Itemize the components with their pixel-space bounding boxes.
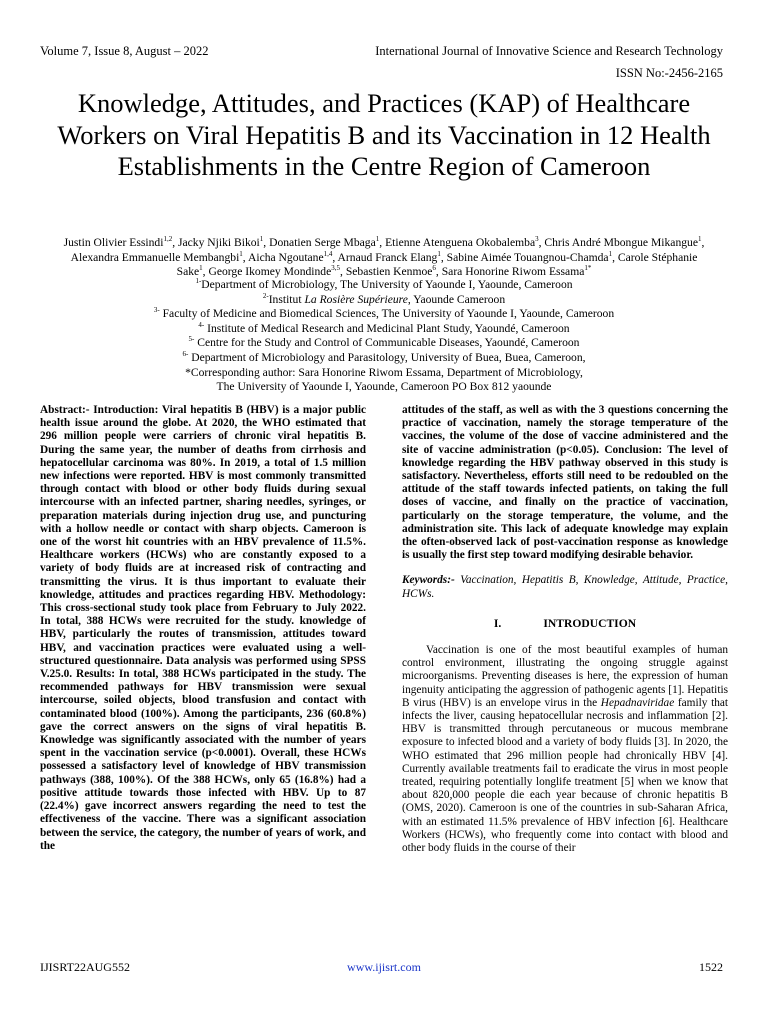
affiliation-line xyxy=(60,322,708,337)
author-separator: , xyxy=(440,250,447,264)
author-affiliation-mark: 1 xyxy=(375,235,380,244)
abstract-part-1: Abstract:- Introduction: Viral hepatitis B (HBV) is a major public health issue around the globe. At 2020, the WHO estimated that 296 million people were carriers of chronic viral hepatitis B. During the same year, the number of deaths from cirrhosis and hepatocellular carcinoma was 80%. In 2019, a total of 1.5 million new infections were reported. HBV is most commonly transmitted through contact with blood or other body fluids during sexual intercourse with an infected partner, sharing needles, syringes, or preparation materials during injection drug use, and puncturing with a hollow needle or contact with sharp objects. Cameroon is one of the worst hit countries with an HBV prevalence of 11.5%. Healthcare workers (HCWs) who are constantly exposed to a variety of body fluids are at increased risk of contracting and transmitting the virus. It is thus important to evaluate their knowledge, attitudes and practices regarding HBV. Methodology: This cross-sectional study took place from February to July 2022. In total, 388 HCWs were recruited for the study. knowledge of HBV, particularly the routes of transmission, attitudes toward HBV, and vaccination practices were evaluated using a well-structured questionnaire. Data analysis was performed using SPSS V.25.0. Results: In total, 388 HCWs participated in the study. The recommended pathways for HBV transmission were sexual intercourse, soiled objects, blood transfusion and contact with contaminated blood (100%). Among the participants, 236 (60.8%) gave the correct answers on the signs of viral hepatitis B. Knowledge was significantly associated with the number of years spent in the vaccination service (p<0.0001). Overall, these HCWs possessed a satisfactory level of knowledge of HBV transmission pathways (388, 100%). Of the 388 HCWs, only 65 (16.8%) had a positive attitude towards those infected with HBV. Up to 87 (22.4%) gave incorrect answers regarding the need to test the effectiveness of the vaccine. There was a significant association between the service, the category, the number of years of work, and the xyxy=(40,404,366,852)
author-name: Donatien Serge Mbaga xyxy=(269,236,376,249)
author-name: Carole Stéphanie Sake xyxy=(176,250,698,279)
author-separator: , xyxy=(332,250,338,264)
affiliation-mark: 5- xyxy=(188,335,195,344)
author-affiliation-mark: 3,5 xyxy=(331,264,341,273)
author-list xyxy=(60,236,708,280)
section-title: INTRODUCTION xyxy=(543,616,637,630)
author-affiliation-mark: 1 xyxy=(259,235,264,244)
affiliation-mark: 6- xyxy=(182,350,189,359)
author-name: Sara Honorine Riwom Essama xyxy=(441,265,585,279)
author-affiliation-mark: 1 xyxy=(437,249,441,258)
author-affiliation-mark: 1 xyxy=(199,264,203,273)
abstract-part-2: attitudes of the staff, as well as with the 3 questions concerning the practice of vaccination, namely the storage temperature of the vaccines, the volume of the dose of vaccine administered and the site of vaccine administration (p<0.05). Conclusion: The level of knowledge regarding the HBV pathway observed in this study is satisfactory. Nevertheless, efforts still need to be redoubled on the attitude of the staff towards infected patients, on taking the full doses of vaccine, and finally on the practice of vaccination, particularly on the storage temperature, the volume, and the administration site. This lack of adequate knowledge may explain the often-observed lack of post-vaccination response as knowledge is usually the first step toward modifying desirable behavior. xyxy=(402,404,728,562)
affiliation-text-post: , Yaounde Cameroon xyxy=(407,292,506,306)
website-link[interactable]: www.ijisrt.com xyxy=(347,960,421,974)
paper-title: Knowledge, Attitudes, and Practices (KAP) of Healthcare Workers on Viral Hepatitis B and its Vaccination in 12 Health Establishments in the Centre Region of Cameroon xyxy=(57,88,711,181)
affiliation-text: Department of Microbiology and Parasitology, University of Buea, Buea, Cameroon, xyxy=(188,350,586,364)
author-separator: , xyxy=(263,236,270,249)
author-separator: , xyxy=(435,265,442,279)
right-column xyxy=(402,404,728,855)
keywords-text: Vaccination, Hepatitis B, Knowledge, Attitude, Practice, HCWs. xyxy=(402,574,728,600)
author-name: Alexandra Emmanuelle Membangbi xyxy=(70,250,240,264)
introduction-paragraph xyxy=(402,644,728,855)
author-separator: , xyxy=(612,250,618,264)
author-name: Sabine Aimée Touangnou-Chamda xyxy=(446,250,609,264)
affiliation-mark: 3- xyxy=(153,306,160,315)
intro-text-a: Vaccination is one of the most beautiful examples of human control environment, illustrating the ongoing struggle against microorganisms. Preventing diseases is here, the expression of human ingenuity anticipating the aggression of pathogenic agents [1]. Hepatitis B virus (HBV) is an envelope virus in the xyxy=(402,644,728,709)
author-separator: , xyxy=(379,236,386,249)
author-separator: , xyxy=(538,236,545,249)
affiliation-text: Department of Microbiology, The University of Yaounde I, Yaounde, Cameroon xyxy=(201,278,573,291)
paper-id: IJISRT22AUG552 xyxy=(40,960,130,974)
volume-info: Volume 7, Issue 8, August – 2022 xyxy=(40,44,209,58)
affiliation-line xyxy=(60,307,708,322)
author-name: Etienne Atenguena Okobalemba xyxy=(385,236,536,249)
affiliation-text: Institut xyxy=(268,292,305,306)
author-name: Justin Olivier Essindi xyxy=(63,236,164,249)
affiliation-mark: 2- xyxy=(262,291,269,300)
author-separator: , xyxy=(242,250,248,264)
author-name: Aicha Ngoutane xyxy=(247,250,324,264)
affiliation-line xyxy=(60,351,708,366)
author-separator: , xyxy=(202,265,209,279)
author-affiliation-mark: 6 xyxy=(432,264,436,273)
author-affiliation-mark: 3 xyxy=(535,235,539,244)
affiliation-lines xyxy=(60,278,708,366)
author-affiliation-mark: 1 xyxy=(698,235,702,244)
corresponding-author-line-2: The University of Yaounde I, Yaounde, Cameroon PO Box 812 yaounde xyxy=(216,380,552,394)
affiliation-line xyxy=(60,278,708,293)
author-affiliation-mark: 1* xyxy=(584,264,592,273)
author-affiliation-mark: 1,2 xyxy=(163,235,173,244)
keywords xyxy=(402,574,728,600)
author-name: Jacky Njiki Bikoi xyxy=(177,236,260,249)
section-heading-introduction xyxy=(402,617,728,630)
page-number: 1522 xyxy=(699,960,723,974)
author-name: Sebastien Kenmoe xyxy=(345,265,433,279)
affiliation-text: Centre for the Study and Control of Communicable Diseases, Yaoundé, Cameroon xyxy=(194,336,580,350)
affiliations xyxy=(60,278,708,395)
affiliation-text: Faculty of Medicine and Biomedical Sciences, The University of Yaounde I, Yaounde, Cameroon xyxy=(159,307,615,321)
intro-italic-term: Hepadnaviridae xyxy=(600,696,675,709)
affiliation-mark: 4- xyxy=(198,320,205,329)
author-name: Arnaud Franck Elang xyxy=(337,250,438,264)
author-separator: , xyxy=(340,265,346,279)
intro-text-b: family that infects the liver, causing hepatocellular necrosis and inflammation [2]. HBV is transmitted through percutaneous or mucous membrane exposure to infected blood and a variety of body fluids [3]. In 2020, the WHO estimated that 296 million people had chronically HBV [4]. Currently available treatments fail to eradicate the virus in most people treated, requiring potentially longlife treatment [5] when we know that about 820,000 people die each year because of chronic hepatitis B (OMS, 2020). Cameroon is one of the countries in sub-Saharan Africa, with an estimated 11.5% prevalence of HBV infection [6]. Healthcare Workers (HCWs), who frequently come into contact with blood and other body fluids in the course of their xyxy=(402,696,729,855)
keywords-label: Keywords:- xyxy=(402,574,455,587)
issn: ISSN No:-2456-2165 xyxy=(615,66,723,80)
affiliation-line xyxy=(60,336,708,351)
author-affiliation-mark: 1 xyxy=(608,249,613,258)
affiliation-mark: 1- xyxy=(195,277,202,286)
author-separator: , xyxy=(701,236,705,249)
affiliation-italic: La Rosière Supérieure xyxy=(304,292,408,306)
affiliation-text: Institute of Medical Research and Medicinal Plant Study, Yaoundé, Cameroon xyxy=(204,321,570,335)
author-affiliation-mark: 1,4 xyxy=(323,249,333,258)
author-affiliation-mark: 1 xyxy=(239,249,243,258)
corresponding-author-line-1: *Corresponding author: Sara Honorine Riwom Essama, Department of Microbiology, xyxy=(185,365,583,379)
author-separator: , xyxy=(172,236,178,249)
left-column xyxy=(40,404,366,853)
journal-name: International Journal of Innovative Science and Research Technology xyxy=(375,44,723,58)
affiliation-line xyxy=(60,293,708,308)
author-name: Chris André Mbongue Mikangue xyxy=(544,236,698,249)
section-number: I. xyxy=(493,616,502,630)
author-name: George Ikomey Mondinde xyxy=(208,265,332,279)
